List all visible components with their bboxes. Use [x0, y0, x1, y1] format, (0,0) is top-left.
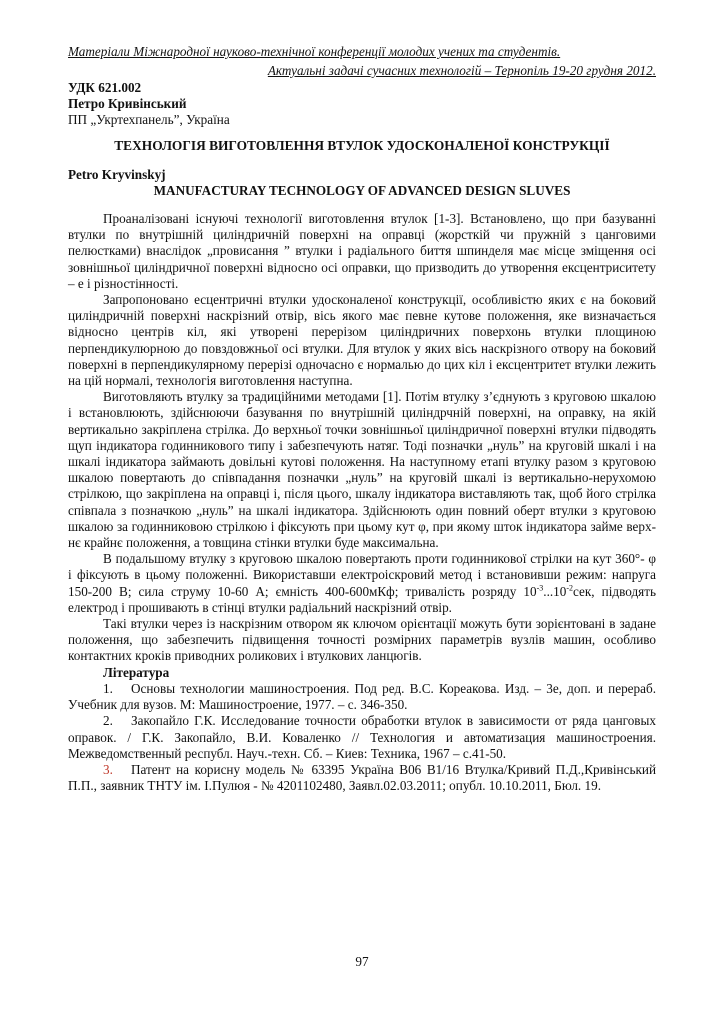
reference-number: 1.	[103, 680, 113, 696]
references-heading: Література	[103, 664, 170, 680]
exponent-2: -2	[566, 583, 574, 593]
reference-item	[68, 762, 656, 794]
reference-number: 2.	[103, 713, 113, 729]
paragraph-2: Запропоновано есцентричні втулки удосконаленої конструкції, особливістю яких є на боковий циліндричній поверхні наскрізний отвір, вісь якого має певне кутове положення, яке визначається відносно центрів кіл, які утворені перерізом циліндричних поверхонь втулки площиною перпендикулюрною до повздовжньої осі втулки. Для втулок у яких вісь наскрізного отвору на боковий поверхні в перпендикулярному перерізі одночасно є нормалью до цих кіл і ексцентритет втулки лежить на цій нормалі, технологія виготовлення наступна.	[68, 292, 656, 389]
paragraph-5: Такі втулки через із наскрізним отвором як ключом орієнтації можуть бути зорієнтовані в задане положення, що забезпечить підвищення точності розмірних параметрів вузлів машин, особливо контактних кроків приводних роликових і втулкових ланцюгів.	[68, 616, 656, 664]
paragraph-4-text-b: ...10	[543, 583, 567, 599]
paragraph-4-text-a: В подальшому втулку з круговою шкалою повертають проти годинникової стрілки на кут 360°- φ і фіксують в цьому положенні. Використавши електроіскровий метод і встановивши режим: напруга 150-200 В; сила струму 10-60 А; ємність 400-600мКф; тривалість розряду 10	[68, 551, 656, 599]
conference-header-line1: Матеріали Міжнародної науково-технічної конференції молодих учених та студентів.	[68, 44, 561, 59]
reference-text: Закопайло Г.К. Исследование точности обработки втулок в зависимости от ряда цанговых оправок. / Г.К. Закопайло, В.И. Коваленко // Технология и автоматизация машиностроения. Межведомственный республ. Науч.-техн. Сб. – Киев: Техника, 1967 – с.41-50.	[68, 713, 656, 761]
author-name: Петро Кривінський	[68, 96, 187, 111]
paper-body	[68, 211, 656, 794]
udk-code: УДК 621.002	[68, 80, 142, 95]
page-number: 97	[355, 954, 369, 969]
paper-title-english: MANUFACTURAY TECHNOLOGY OF ADVANCED DESIGN SLUVES	[153, 183, 571, 198]
author-organization: ПП „Укртехпанель”, Україна	[68, 112, 230, 127]
paragraph-4-text-c: сек, підводять електрод і прошивають в стінці втулки радіальний наскрізний отвір.	[68, 583, 657, 615]
paper-title-ukrainian: ТЕХНОЛОГІЯ ВИГОТОВЛЕННЯ ВТУЛОК УДОСКОНАЛЕНОЇ КОНСТРУКЦІЇ	[114, 138, 610, 153]
reference-text: Патент на корисну модель № 63395 Україна В06 В1/16 Втулка/Кривий П.Д.,Кривінський П.П., заявник ТНТУ ім. І.Пулюя - № 4201102480, Заявл.02.03.2011; опубл. 10.10.2011, Бюл. 19.	[68, 761, 656, 794]
paragraph-4	[68, 551, 656, 616]
exponent-1: -3	[536, 583, 544, 593]
reference-text: Основы технологии машиностроения. Под ред. В.С. Кореакова. Изд. – 3е, доп. и перераб. Учебник для вузов. М: Машиностроение, 1977. – с. 346-350.	[68, 680, 656, 713]
paragraph-1: Проаналізовані існуючі технології виготовлення втулок [1-3]. Встановлено, що при базуванні втулки по внутрішній циліндричній поверхні на оправці (жорсткій чи пружній з цанговими пелюстками) внаслідок „провисання ” втулки і радіального биття шпинделя має місце зміщення осі зовнішньої циліндричної поверхні відносно осі оправки, що призводить до утворення ексцентриситету – е і різностінності.	[68, 211, 656, 291]
conference-header-line2: Актуальні задачі сучасних технологій – Тернопіль 19-20 грудня 2012.	[267, 63, 656, 78]
paragraph-3: Виготовляють втулку за традиційними методами [1]. Потім втулку з’єднують з круговою шкалою і встановлюють, здійснюючи базування по внутрішній циліндрчній поверхні, на оправку, на якій вертикально закріплена стрілка. До верхньої точки зовнішньої циліндричної поверхні втулки підводять щуп індикатора годинникового типу і забезпечують натяг. Тоді позначки „нуль” на круговій шкалі і на шкалі індикатора займають довільні кутові положення. На наступному етапі втулку разом з круговою шкалою повертають до співпадання позначки „нуль” на круговій шкалі із вертикально-нерухомою стрілкою, що закріплена на оправці і, після цього, шкалу індикатора виставляють так, щоб його стрілка співпала з позначкою „нуль” на шкалі індикатора. Здійснюють один повний оберт втулки з круговою шкалою за годинниковою стрілкою і фіксують при цьому кут φ, при якому шток індикатора займе верхнє крайнє положення, а товщина стінки втулки буде максимальна.	[68, 389, 656, 551]
reference-item	[68, 681, 656, 713]
reference-number: 3.	[103, 761, 113, 777]
author-name-english: Petro Kryvinskyj	[68, 167, 166, 182]
reference-item	[68, 713, 656, 762]
